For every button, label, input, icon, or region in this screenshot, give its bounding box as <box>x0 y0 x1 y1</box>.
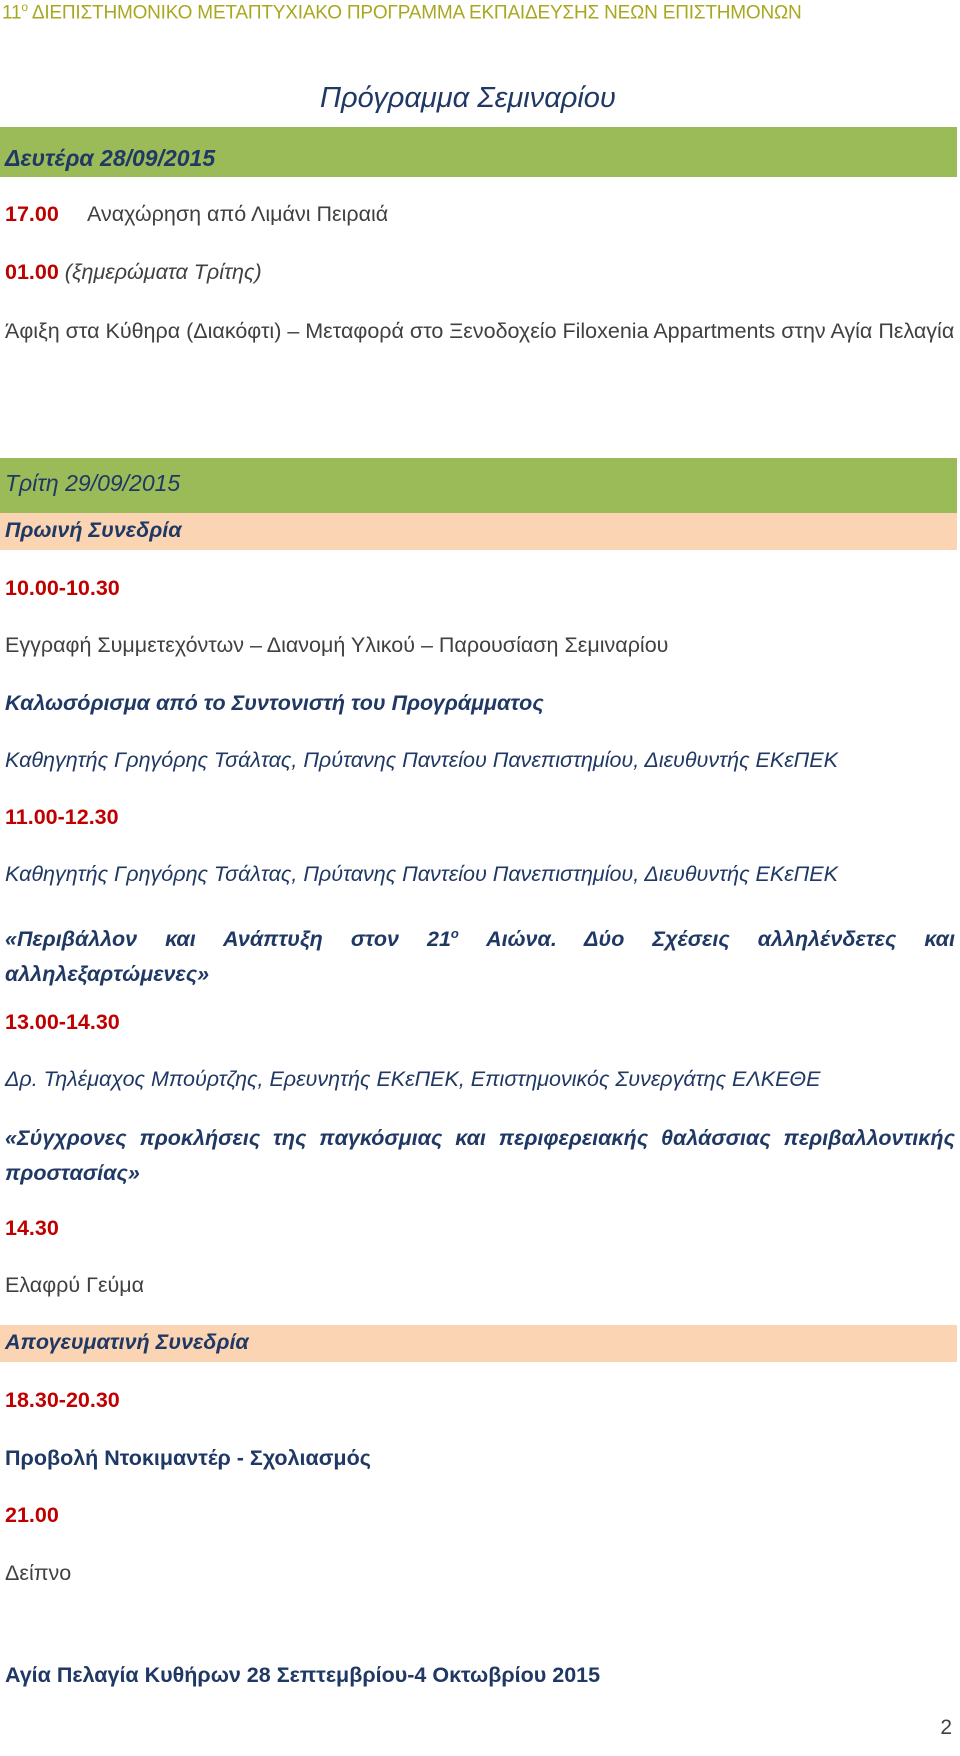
day1-item-departure <box>5 202 388 228</box>
document-header <box>2 0 802 24</box>
day1-item-time: 17.00 <box>5 202 59 226</box>
slot2-speaker: Καθηγητής Γρηγόρης Τσάλτας, Πρύτανης Παντείου Πανεπιστημίου, Διευθυντής ΕΚεΠΕΚ <box>5 862 838 886</box>
dinner-time: 21.00 <box>5 1503 59 1527</box>
day1-item-time: 01.00 <box>5 260 59 284</box>
morning-session-label: Πρωινή Συνεδρία <box>5 518 182 542</box>
slot1-time: 10.00-10.30 <box>5 576 120 600</box>
day2-label: Τρίτη 29/09/2015 <box>5 470 181 496</box>
slot3-talk-title: «Σύγχρονες προκλήσεις της παγκόσμιας και περιφερειακής θαλάσσιας περιβαλλοντικής προστασίας» <box>5 1126 955 1185</box>
slot4-time: 18.30-20.30 <box>5 1388 120 1412</box>
page-number: 2 <box>940 1716 952 1739</box>
afternoon-session-label: Απογευματινή Συνεδρία <box>5 1330 249 1354</box>
header-superscript: ο <box>21 0 28 14</box>
day1-label: Δευτέρα 28/09/2015 <box>5 145 216 171</box>
slot1-speaker: Καθηγητής Γρηγόρης Τσάλτας, Πρύτανης Παντείου Πανεπιστημίου, Διευθυντής ΕΚεΠΕΚ <box>5 748 838 772</box>
header-number: 11 <box>2 2 22 24</box>
slot2-talk-part2: Αιώνα. Δύο Σχέσεις αλληλένδετες και αλληλεξαρτώμενες» <box>5 927 955 987</box>
slot2-talk-superscript: ο <box>450 926 459 941</box>
footer-location: Αγία Πελαγία Κυθήρων 28 Σεπτεμβρίου-4 Οκτωβρίου 2015 <box>5 1663 601 1687</box>
day1-item-text: Αναχώρηση από Λιμάνι Πειραιά <box>87 202 389 226</box>
day1-item-arrival-time <box>5 260 262 286</box>
day1-arrival-text: Άφιξη στα Κύθηρα (Διακόφτι) – Μεταφορά στο Ξενοδοχείο Filoxenia Appartments στην Αγία Πελαγία <box>5 319 955 343</box>
slot1-welcome: Καλωσόρισμα από το Συντονιστή του Προγράμματος <box>5 691 544 715</box>
slot2-talk-part1: «Περιβάλλον και Ανάπτυξη στον 21 <box>5 927 451 952</box>
day1-item-text: (ξημερώματα Τρίτης) <box>64 260 262 284</box>
header-text: ΔΙΕΠΙΣΤΗΜΟΝΙΚΟ ΜΕΤΑΠΤΥΧΙΑΚΟ ΠΡΟΓΡΑΜΜΑ ΕΚΠΑΙΔΕΥΣΗΣ ΝΕΩΝ ΕΠΙΣΤΗΜΟΝΩΝ <box>31 2 802 24</box>
slot4-text: Προβολή Ντοκιμαντέρ - Σχολιασμός <box>5 1446 371 1470</box>
slot2-time: 11.00-12.30 <box>5 805 119 829</box>
slot1-registration: Εγγραφή Συμμετεχόντων – Διανομή Υλικού – Παρουσίαση Σεμιναρίου <box>5 633 669 657</box>
page-title: Πρόγραμμα Σεμιναρίου <box>320 82 616 114</box>
lunch-time: 14.30 <box>5 1216 59 1240</box>
lunch-text: Ελαφρύ Γεύμα <box>5 1273 145 1297</box>
slot3-time: 13.00-14.30 <box>5 1010 120 1034</box>
slot3-speaker: Δρ. Τηλέμαχος Μπούρτζης, Ερευνητής ΕΚεΠΕΚ, Επιστημονικός Συνεργάτης ΕΛΚΕΘΕ <box>5 1067 821 1091</box>
dinner-text: Δείπνο <box>5 1561 72 1585</box>
slot2-talk-title <box>5 916 955 992</box>
